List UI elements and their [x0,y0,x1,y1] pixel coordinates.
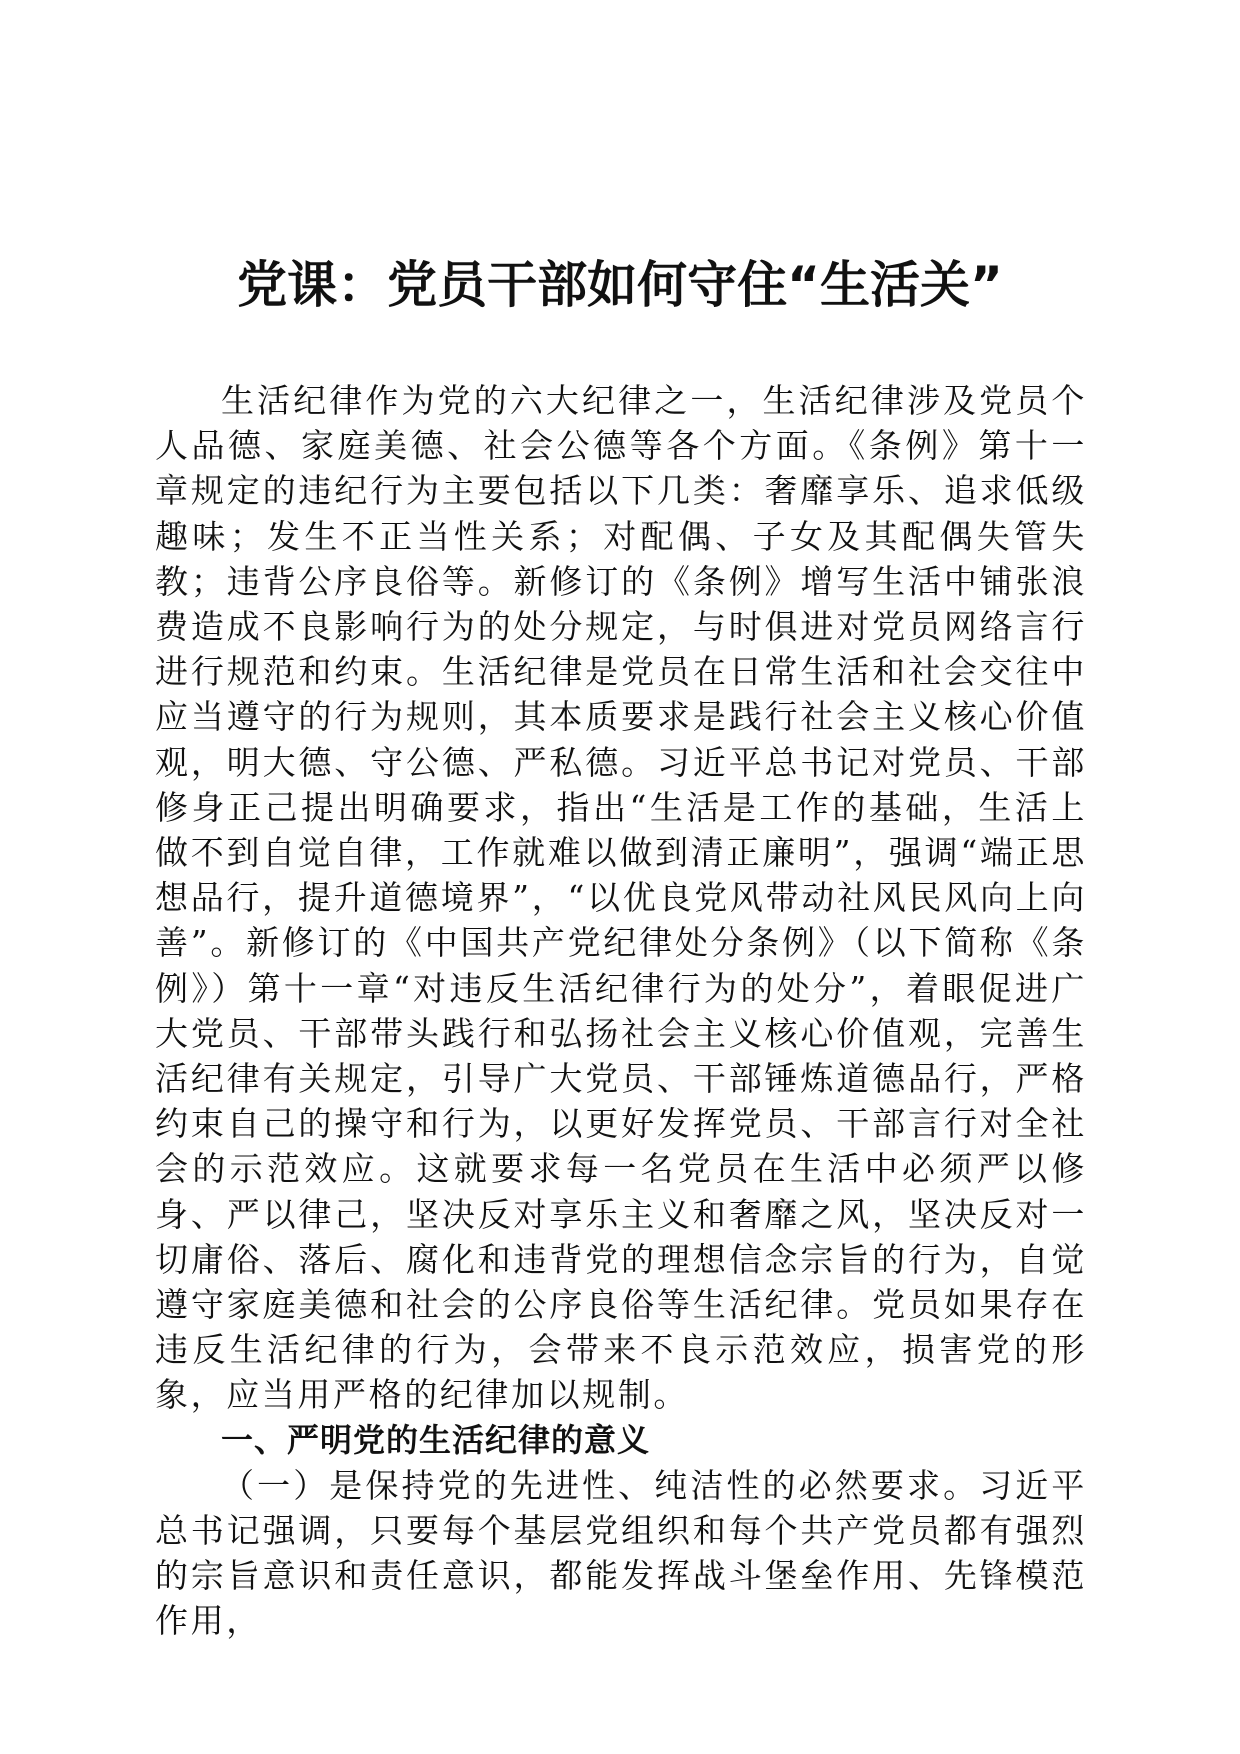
page-title: 党课：党员干部如何守住“生活关” [237,256,1003,314]
document-body [155,378,1087,1644]
section-1-paragraph-1: （一）是保持党的先进性、纯洁性的必然要求。习近平总书记强调，只要每个基层党组织和每个共产党员都有强烈的宗旨意识和责任意识，都能发挥战斗堡垒作用、先锋模范作用， [155,1465,1087,1641]
section-heading-1: 一、严明党的生活纪律的意义 [221,1420,651,1459]
intro-paragraph: 生活纪律作为党的六大纪律之一，生活纪律涉及党员个人品德、家庭美德、社会公德等各个方面。《条例》第十一章规定的违纪行为主要包括以下几类：奢靡享乐、追求低级趣味；发生不正当性关系；对配偶、子女及其配偶失管失教；违背公序良俗等。新修订的《条例》增写生活中铺张浪费造成不良影响行为的处分规定，与时俱进对党员网络言行进行规范和约束。生活纪律是党员在日常生活和社会交往中应当遵守的行为规则，其本质要求是践行社会主义核心价值观，明大德、守公德、严私德。习近平总书记对党员、干部修身正己提出明确要求，指出“生活是工作的基础，生活上做不到自觉自律，工作就难以做到清正廉明”，强调“端正思想品行，提升道德境界”，“以优良党风带动社风民风向上向善”。新修订的《中国共产党纪律处分条例》（以下简称《条例》）第十一章“对违反生活纪律行为的处分”，着眼促进广大党员、干部带头践行和弘扬社会主义核心价值观，完善生活纪律有关规定，引导广大党员、干部锤炼道德品行，严格约束自己的操守和行为，以更好发挥党员、干部言行对全社会的示范效应。这就要求每一名党员在生活中必须严以修身、严以律己，坚决反对享乐主义和奢靡之风，坚决反对一切庸俗、落后、腐化和违背党的理想信念宗旨的行为，自觉遵守家庭美德和社会的公序良俗等生活纪律。党员如果存在违反生活纪律的行为，会带来不良示范效应，损害党的形象，应当用严格的纪律加以规制。 [155,381,1087,1415]
